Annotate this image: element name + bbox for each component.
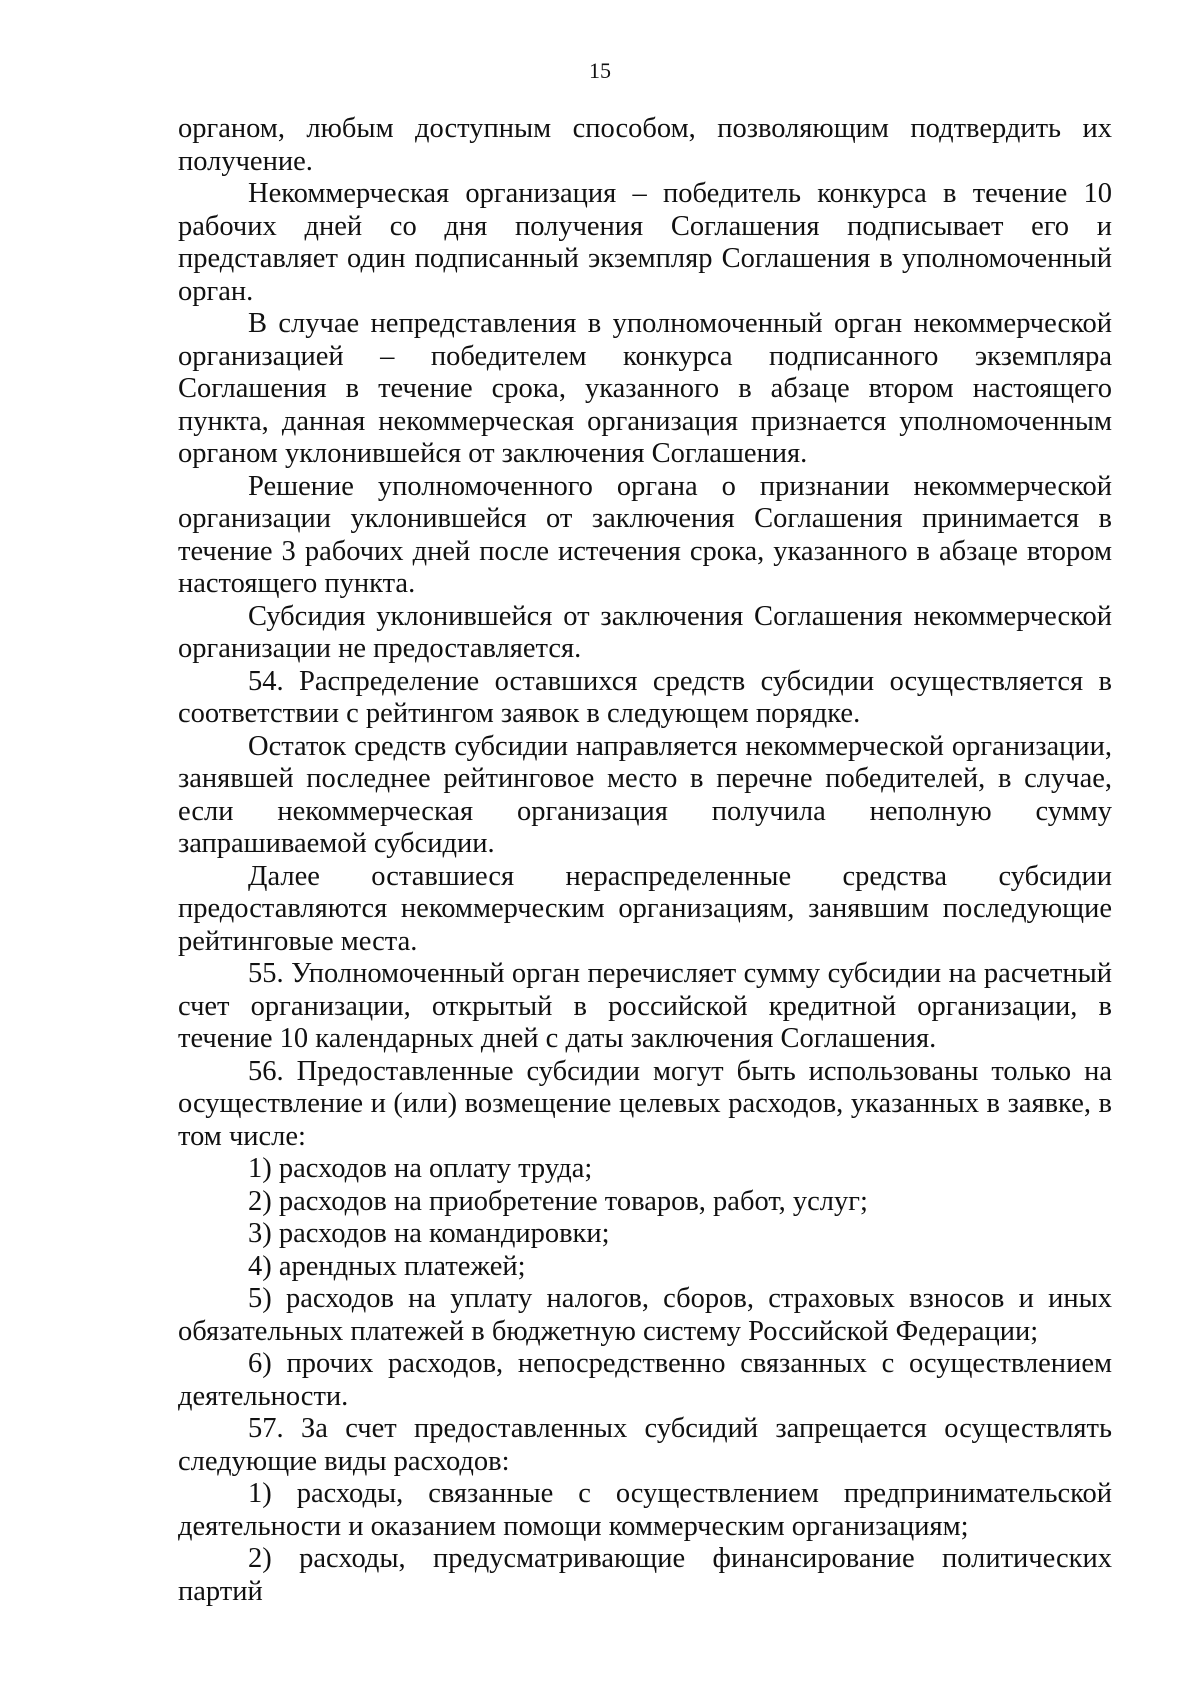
list-item: 1) расходов на оплату труда; [248, 1153, 593, 1184]
paragraph: Субсидия уклонившейся от заключения Соглашения некоммерческой организации не предоставляется. [178, 600, 1112, 664]
paragraph: Некоммерческая организация – победитель конкурса в течение 10 рабочих дней со дня получения Соглашения подписывает его и представляет один подписанный экземпляр Соглашения в уполномоченный орган. [178, 178, 1112, 307]
paragraph: Остаток средств субсидии направляется некоммерческой организации, занявшей последнее рейтинговое место в перечне победителей, в случае, если некоммерческая организация получила неполную сумму запрашиваемой субсидии. [178, 730, 1112, 859]
list-item: 2) расходов на приобретение товаров, работ, услуг; [248, 1185, 868, 1217]
paragraph: Далее оставшиеся нераспределенные средства субсидии предоставляются некоммерческим организациям, занявшим последующие рейтинговые места. [178, 860, 1112, 957]
paragraph-item-55: 55. Уполномоченный орган перечисляет сумму субсидии на расчетный счет организации, открытый в российской кредитной организации, в течение 10 календарных дней с даты заключения Соглашения. [178, 958, 1112, 1054]
paragraph-item-54: 54. Распределение оставшихся средств субсидии осуществляется в соответствии с рейтингом заявок в следующем порядке. [178, 665, 1112, 729]
paragraph: органом, любым доступным способом, позволяющим подтвердить их получение. [178, 113, 1112, 177]
list-item: 5) расходов на уплату налогов, сборов, страховых взносов и иных обязательных платежей в бюджетную систему Российской Федерации; [178, 1283, 1112, 1347]
list-item: 1) расходы, связанные с осуществлением предпринимательской деятельности и оказанием помощи коммерческим организациям; [178, 1478, 1112, 1542]
paragraph-item-56: 56. Предоставленные субсидии могут быть использованы только на осуществление и (или) возмещение целевых расходов, указанных в заявке, в том числе: [178, 1055, 1112, 1152]
list-item: 4) арендных платежей; [248, 1250, 526, 1282]
paragraph: В случае непредставления в уполномоченный орган некоммерческой организацией – победителем конкурса подписанного экземпляра Соглашения в течение срока, указанного в абзаце втором настоящего пункта, данная некоммерческая организация признается уполномоченным органом уклонившейся от заключения Соглашения. [178, 308, 1112, 469]
list-item: 6) прочих расходов, непосредственно связанных с осуществлением деятельности. [178, 1348, 1112, 1412]
list-item: 2) расходы, предусматривающие финансирование политических партий [178, 1543, 1112, 1607]
paragraph: Решение уполномоченного органа о признании некоммерческой организации уклонившейся от заключения Соглашения принимается в течение 3 рабочих дней после истечения срока, указанного в абзаце втором настоящего пункта. [178, 470, 1112, 599]
paragraph-item-57: 57. За счет предоставленных субсидий запрещается осуществлять следующие виды расходов: [178, 1413, 1112, 1477]
list-item: 3) расходов на командировки; [248, 1218, 610, 1249]
page-number: 15 [589, 58, 611, 83]
document-body [178, 113, 1112, 1608]
